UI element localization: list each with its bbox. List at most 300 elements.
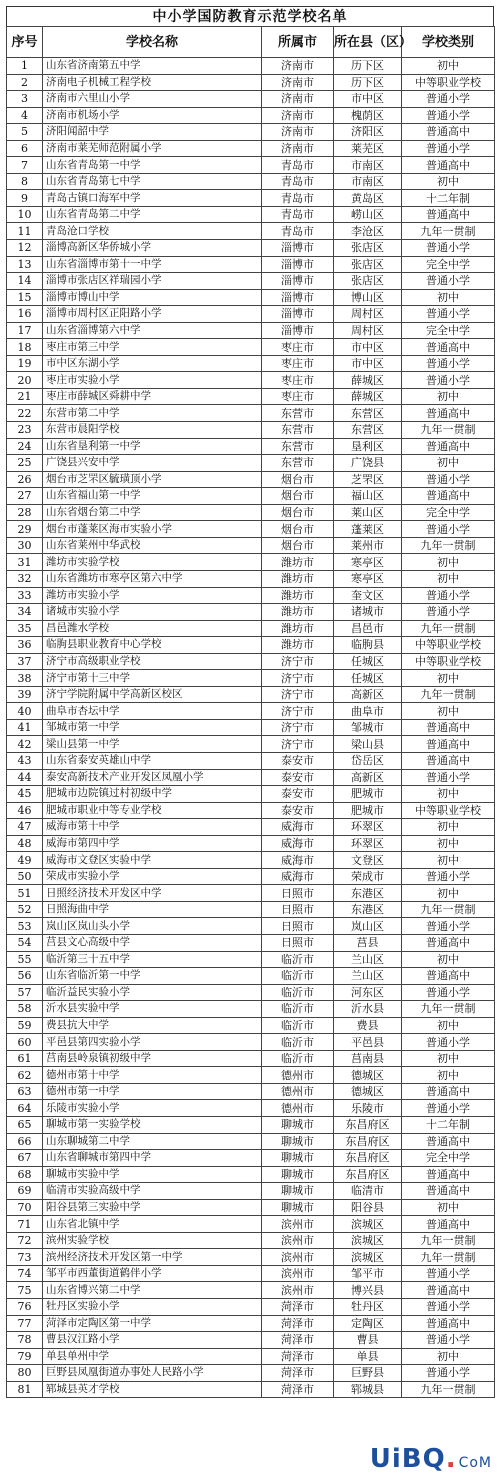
cell-no: 31 <box>7 554 43 571</box>
cell-city: 临沂市 <box>262 1050 334 1067</box>
cell-no: 41 <box>7 719 43 736</box>
cell-school-name: 威海市第四中学 <box>43 835 262 852</box>
cell-city: 东营市 <box>262 405 334 422</box>
cell-city: 临沂市 <box>262 1034 334 1051</box>
cell-city: 淄博市 <box>262 306 334 323</box>
cell-school-name: 单县单州中学 <box>43 1348 262 1365</box>
table-row <box>7 802 495 819</box>
table-row <box>7 355 495 372</box>
table-row <box>7 107 495 124</box>
cell-no: 27 <box>7 488 43 505</box>
table-row <box>7 1232 495 1249</box>
cell-city: 济宁市 <box>262 686 334 703</box>
table-row <box>7 670 495 687</box>
cell-no: 48 <box>7 835 43 852</box>
cell-district: 岱岳区 <box>334 752 402 769</box>
cell-no: 30 <box>7 537 43 554</box>
table-row <box>7 686 495 703</box>
header-type: 学校类别 <box>402 27 495 58</box>
cell-city: 日照市 <box>262 901 334 918</box>
cell-city: 临沂市 <box>262 951 334 968</box>
cell-city: 潍坊市 <box>262 637 334 654</box>
cell-school-name: 威海市第十中学 <box>43 819 262 836</box>
cell-city: 东营市 <box>262 455 334 472</box>
cell-city: 枣庄市 <box>262 372 334 389</box>
cell-no: 8 <box>7 173 43 190</box>
cell-school-type: 普通小学 <box>402 1299 495 1316</box>
cell-no: 20 <box>7 372 43 389</box>
cell-district: 东港区 <box>334 901 402 918</box>
cell-district: 蓬莱区 <box>334 521 402 538</box>
cell-city: 烟台市 <box>262 471 334 488</box>
cell-school-name: 巨野县凤凰街道办事处人民路小学 <box>43 1365 262 1382</box>
cell-city: 烟台市 <box>262 521 334 538</box>
cell-district: 福山区 <box>334 488 402 505</box>
cell-city: 聊城市 <box>262 1183 334 1200</box>
cell-no: 35 <box>7 620 43 637</box>
cell-school-type: 普通高中 <box>402 1282 495 1299</box>
cell-no: 60 <box>7 1034 43 1051</box>
cell-district: 薛城区 <box>334 372 402 389</box>
cell-no: 53 <box>7 918 43 935</box>
cell-city: 菏泽市 <box>262 1348 334 1365</box>
cell-no: 75 <box>7 1282 43 1299</box>
cell-school-type: 普通小学 <box>402 471 495 488</box>
cell-district: 垦利区 <box>334 438 402 455</box>
watermark-main: UiBQ <box>369 1444 446 1474</box>
cell-district: 黄岛区 <box>334 190 402 207</box>
cell-school-type: 普通小学 <box>402 604 495 621</box>
cell-school-name: 曲阜市杏坛中学 <box>43 703 262 720</box>
cell-district: 芝罘区 <box>334 471 402 488</box>
cell-city: 聊城市 <box>262 1133 334 1150</box>
cell-school-type: 初中 <box>402 289 495 306</box>
cell-no: 38 <box>7 670 43 687</box>
cell-city: 济宁市 <box>262 670 334 687</box>
cell-no: 47 <box>7 819 43 836</box>
cell-city: 淄博市 <box>262 256 334 273</box>
cell-school-name: 枣庄市实验小学 <box>43 372 262 389</box>
cell-school-name: 济宁市第十三中学 <box>43 670 262 687</box>
cell-school-name: 济阳闻韶中学 <box>43 124 262 141</box>
header-name: 学校名称 <box>43 27 262 58</box>
table-row <box>7 901 495 918</box>
table-row <box>7 769 495 786</box>
table-row <box>7 1150 495 1167</box>
cell-school-type: 初中 <box>402 554 495 571</box>
cell-district: 寒亭区 <box>334 570 402 587</box>
cell-city: 威海市 <box>262 852 334 869</box>
table-row <box>7 852 495 869</box>
cell-school-name: 乐陵市实验小学 <box>43 1100 262 1117</box>
cell-school-type: 普通小学 <box>402 1332 495 1349</box>
cell-city: 临沂市 <box>262 1001 334 1018</box>
table-row <box>7 273 495 290</box>
cell-city: 潍坊市 <box>262 570 334 587</box>
cell-city: 枣庄市 <box>262 339 334 356</box>
cell-school-type: 普通高中 <box>402 736 495 753</box>
cell-school-name: 滨州实验学校 <box>43 1232 262 1249</box>
cell-district: 寒亭区 <box>334 554 402 571</box>
cell-no: 2 <box>7 74 43 91</box>
cell-city: 济南市 <box>262 124 334 141</box>
cell-school-type: 九年一贯制 <box>402 422 495 439</box>
cell-city: 泰安市 <box>262 786 334 803</box>
table-row <box>7 752 495 769</box>
table-row <box>7 835 495 852</box>
cell-district: 莱芜区 <box>334 140 402 157</box>
cell-district: 平邑县 <box>334 1034 402 1051</box>
table-row <box>7 74 495 91</box>
cell-district: 东昌府区 <box>334 1117 402 1134</box>
cell-no: 1 <box>7 58 43 75</box>
table-row <box>7 455 495 472</box>
cell-school-name: 山东省北镇中学 <box>43 1216 262 1233</box>
table-row <box>7 1067 495 1084</box>
table-row <box>7 620 495 637</box>
cell-no: 6 <box>7 140 43 157</box>
cell-no: 56 <box>7 968 43 985</box>
cell-school-type: 完全中学 <box>402 322 495 339</box>
table-row <box>7 703 495 720</box>
cell-city: 烟台市 <box>262 488 334 505</box>
cell-school-name: 烟台市蓬莱区海市实验小学 <box>43 521 262 538</box>
cell-district: 博兴县 <box>334 1282 402 1299</box>
cell-city: 济宁市 <box>262 703 334 720</box>
cell-city: 泰安市 <box>262 752 334 769</box>
cell-district: 文登区 <box>334 852 402 869</box>
cell-school-type: 普通小学 <box>402 107 495 124</box>
cell-no: 44 <box>7 769 43 786</box>
cell-no: 39 <box>7 686 43 703</box>
cell-school-name: 临沂第三十五中学 <box>43 951 262 968</box>
cell-city: 济宁市 <box>262 736 334 753</box>
school-table <box>6 26 495 1398</box>
cell-district: 东昌府区 <box>334 1166 402 1183</box>
cell-district: 历下区 <box>334 74 402 91</box>
cell-no: 5 <box>7 124 43 141</box>
cell-no: 54 <box>7 934 43 951</box>
cell-city: 潍坊市 <box>262 620 334 637</box>
cell-city: 聊城市 <box>262 1166 334 1183</box>
cell-school-type: 普通高中 <box>402 157 495 174</box>
cell-school-type: 九年一贯制 <box>402 1232 495 1249</box>
cell-school-name: 肥城市边院镇过村初级中学 <box>43 786 262 803</box>
cell-district: 兰山区 <box>334 951 402 968</box>
cell-school-type: 普通高中 <box>402 339 495 356</box>
cell-no: 57 <box>7 984 43 1001</box>
cell-no: 10 <box>7 206 43 223</box>
cell-no: 26 <box>7 471 43 488</box>
cell-city: 济南市 <box>262 107 334 124</box>
cell-district: 滨城区 <box>334 1249 402 1266</box>
cell-school-type: 十二年制 <box>402 1117 495 1134</box>
cell-school-name: 潍坊市实验学校 <box>43 554 262 571</box>
table-row <box>7 1100 495 1117</box>
table-row <box>7 984 495 1001</box>
cell-school-type: 初中 <box>402 670 495 687</box>
cell-school-name: 淄博市周村区正阳路小学 <box>43 306 262 323</box>
cell-no: 81 <box>7 1381 43 1398</box>
table-row <box>7 322 495 339</box>
cell-school-name: 山东省临沂第一中学 <box>43 968 262 985</box>
cell-city: 淄博市 <box>262 322 334 339</box>
table-row <box>7 339 495 356</box>
cell-no: 40 <box>7 703 43 720</box>
cell-school-name: 肥城市职业中等专业学校 <box>43 802 262 819</box>
cell-no: 14 <box>7 273 43 290</box>
cell-school-name: 荣成市实验小学 <box>43 868 262 885</box>
cell-school-type: 普通小学 <box>402 868 495 885</box>
table-row <box>7 405 495 422</box>
cell-city: 德州市 <box>262 1100 334 1117</box>
cell-city: 潍坊市 <box>262 604 334 621</box>
cell-no: 21 <box>7 388 43 405</box>
cell-district: 河东区 <box>334 984 402 1001</box>
table-row <box>7 1017 495 1034</box>
cell-city: 日照市 <box>262 885 334 902</box>
cell-school-type: 普通小学 <box>402 587 495 604</box>
cell-school-name: 淄博高新区华侨城小学 <box>43 240 262 257</box>
table-row <box>7 587 495 604</box>
cell-school-name: 烟台市芝罘区毓璜顶小学 <box>43 471 262 488</box>
cell-no: 73 <box>7 1249 43 1266</box>
cell-school-type: 初中 <box>402 703 495 720</box>
cell-school-name: 枣庄市第三中学 <box>43 339 262 356</box>
cell-school-name: 淄博市博山中学 <box>43 289 262 306</box>
cell-district: 肥城市 <box>334 786 402 803</box>
cell-city: 泰安市 <box>262 802 334 819</box>
cell-no: 36 <box>7 637 43 654</box>
cell-district: 兰山区 <box>334 968 402 985</box>
cell-no: 16 <box>7 306 43 323</box>
cell-district: 曲阜市 <box>334 703 402 720</box>
cell-no: 32 <box>7 570 43 587</box>
cell-city: 烟台市 <box>262 504 334 521</box>
table-body <box>7 58 495 1398</box>
cell-school-name: 东营市第二中学 <box>43 405 262 422</box>
cell-school-type: 初中 <box>402 852 495 869</box>
table-row <box>7 91 495 108</box>
cell-no: 4 <box>7 107 43 124</box>
cell-school-type: 普通小学 <box>402 984 495 1001</box>
cell-school-type: 九年一贯制 <box>402 1381 495 1398</box>
cell-district: 岚山区 <box>334 918 402 935</box>
cell-city: 青岛市 <box>262 206 334 223</box>
cell-district: 博山区 <box>334 289 402 306</box>
cell-school-type: 普通高中 <box>402 438 495 455</box>
cell-school-name: 德州市第十中学 <box>43 1067 262 1084</box>
table-row <box>7 58 495 75</box>
cell-school-name: 临沂益民实验小学 <box>43 984 262 1001</box>
cell-no: 22 <box>7 405 43 422</box>
table-row <box>7 1216 495 1233</box>
cell-no: 12 <box>7 240 43 257</box>
cell-no: 3 <box>7 91 43 108</box>
table-row <box>7 206 495 223</box>
cell-district: 广饶县 <box>334 455 402 472</box>
cell-district: 周村区 <box>334 306 402 323</box>
cell-no: 51 <box>7 885 43 902</box>
cell-school-type: 普通小学 <box>402 372 495 389</box>
table-row <box>7 1183 495 1200</box>
table-row <box>7 223 495 240</box>
cell-school-type: 完全中学 <box>402 256 495 273</box>
cell-school-name: 山东省聊城市第四中学 <box>43 1150 262 1167</box>
cell-city: 临沂市 <box>262 984 334 1001</box>
cell-no: 58 <box>7 1001 43 1018</box>
cell-school-name: 济宁市高级职业学校 <box>43 653 262 670</box>
cell-district: 高新区 <box>334 769 402 786</box>
cell-school-type: 九年一贯制 <box>402 901 495 918</box>
cell-city: 淄博市 <box>262 273 334 290</box>
cell-district: 东昌府区 <box>334 1133 402 1150</box>
cell-city: 菏泽市 <box>262 1381 334 1398</box>
cell-school-name: 滨州经济技术开发区第一中学 <box>43 1249 262 1266</box>
table-row <box>7 1299 495 1316</box>
cell-no: 23 <box>7 422 43 439</box>
table-row <box>7 438 495 455</box>
cell-district: 邹城市 <box>334 719 402 736</box>
cell-school-name: 山东省博兴第二中学 <box>43 1282 262 1299</box>
cell-district: 东港区 <box>334 885 402 902</box>
cell-school-name: 东营市晨阳学校 <box>43 422 262 439</box>
cell-no: 43 <box>7 752 43 769</box>
cell-city: 菏泽市 <box>262 1315 334 1332</box>
cell-school-name: 山东省淄博第六中学 <box>43 322 262 339</box>
cell-school-type: 初中 <box>402 1017 495 1034</box>
cell-school-type: 普通小学 <box>402 140 495 157</box>
cell-city: 滨州市 <box>262 1216 334 1233</box>
table-row <box>7 388 495 405</box>
cell-district: 邹平市 <box>334 1265 402 1282</box>
cell-school-name: 昌邑潍水学校 <box>43 620 262 637</box>
cell-no: 50 <box>7 868 43 885</box>
cell-school-type: 普通高中 <box>402 1166 495 1183</box>
cell-school-name: 济南市机场小学 <box>43 107 262 124</box>
table-row <box>7 173 495 190</box>
cell-school-type: 普通小学 <box>402 1265 495 1282</box>
cell-no: 25 <box>7 455 43 472</box>
cell-school-name: 山东省青岛第二中学 <box>43 206 262 223</box>
cell-district: 德城区 <box>334 1083 402 1100</box>
cell-district: 东营区 <box>334 422 402 439</box>
table-row <box>7 1265 495 1282</box>
cell-school-name: 济南电子机械工程学校 <box>43 74 262 91</box>
cell-no: 28 <box>7 504 43 521</box>
cell-district: 临清市 <box>334 1183 402 1200</box>
cell-no: 37 <box>7 653 43 670</box>
cell-district: 牡丹区 <box>334 1299 402 1316</box>
cell-school-type: 普通高中 <box>402 405 495 422</box>
table-header-row <box>7 27 495 58</box>
cell-school-type: 初中 <box>402 786 495 803</box>
cell-school-name: 平邑县第四实验小学 <box>43 1034 262 1051</box>
cell-no: 18 <box>7 339 43 356</box>
cell-school-name: 济南市六里山小学 <box>43 91 262 108</box>
school-list-sheet <box>6 6 494 1398</box>
cell-school-type: 完全中学 <box>402 504 495 521</box>
cell-no: 67 <box>7 1150 43 1167</box>
cell-school-type: 普通小学 <box>402 240 495 257</box>
cell-district: 李沧区 <box>334 223 402 240</box>
cell-district: 诸城市 <box>334 604 402 621</box>
cell-district: 历下区 <box>334 58 402 75</box>
table-row <box>7 1050 495 1067</box>
cell-district: 荣成市 <box>334 868 402 885</box>
cell-school-name: 日照经济技术开发区中学 <box>43 885 262 902</box>
cell-city: 菏泽市 <box>262 1299 334 1316</box>
cell-school-name: 郓城县英才学校 <box>43 1381 262 1398</box>
cell-city: 临沂市 <box>262 968 334 985</box>
cell-no: 61 <box>7 1050 43 1067</box>
cell-city: 滨州市 <box>262 1249 334 1266</box>
cell-no: 46 <box>7 802 43 819</box>
cell-school-name: 市中区东湖小学 <box>43 355 262 372</box>
cell-city: 济南市 <box>262 74 334 91</box>
table-row <box>7 885 495 902</box>
cell-no: 11 <box>7 223 43 240</box>
table-row <box>7 1133 495 1150</box>
cell-city: 滨州市 <box>262 1232 334 1249</box>
cell-school-type: 九年一贯制 <box>402 223 495 240</box>
cell-no: 49 <box>7 852 43 869</box>
cell-city: 菏泽市 <box>262 1365 334 1382</box>
cell-school-name: 山东省济南第五中学 <box>43 58 262 75</box>
cell-city: 淄博市 <box>262 240 334 257</box>
cell-school-name: 泰安高新技术产业开发区凤凰小学 <box>43 769 262 786</box>
cell-district: 单县 <box>334 1348 402 1365</box>
cell-school-type: 中等职业学校 <box>402 74 495 91</box>
cell-school-type: 普通小学 <box>402 306 495 323</box>
cell-district: 梁山县 <box>334 736 402 753</box>
table-row <box>7 1166 495 1183</box>
cell-school-type: 初中 <box>402 1067 495 1084</box>
cell-school-type: 普通小学 <box>402 1034 495 1051</box>
cell-city: 临沂市 <box>262 1017 334 1034</box>
cell-district: 滨城区 <box>334 1232 402 1249</box>
cell-city: 烟台市 <box>262 537 334 554</box>
cell-district: 任城区 <box>334 670 402 687</box>
cell-school-type: 中等职业学校 <box>402 637 495 654</box>
table-row <box>7 422 495 439</box>
cell-school-type: 普通小学 <box>402 1100 495 1117</box>
cell-school-name: 山东省潍坊市寒亭区第六中学 <box>43 570 262 587</box>
cell-school-name: 山东省福山第一中学 <box>43 488 262 505</box>
cell-no: 59 <box>7 1017 43 1034</box>
cell-district: 市中区 <box>334 355 402 372</box>
cell-no: 45 <box>7 786 43 803</box>
cell-school-name: 济南市莱芜师范附属小学 <box>43 140 262 157</box>
cell-district: 郓城县 <box>334 1381 402 1398</box>
cell-district: 曹县 <box>334 1332 402 1349</box>
cell-district: 槐荫区 <box>334 107 402 124</box>
cell-school-name: 临清市实验高级中学 <box>43 1183 262 1200</box>
cell-no: 71 <box>7 1216 43 1233</box>
cell-district: 张店区 <box>334 273 402 290</box>
cell-district: 乐陵市 <box>334 1100 402 1117</box>
cell-school-type: 普通小学 <box>402 273 495 290</box>
cell-school-name: 曹县汉江路小学 <box>43 1332 262 1349</box>
cell-school-name: 山东省烟台第二中学 <box>43 504 262 521</box>
header-district: 所在县（区） <box>334 27 402 58</box>
table-row <box>7 1199 495 1216</box>
cell-city: 滨州市 <box>262 1282 334 1299</box>
cell-city: 济南市 <box>262 140 334 157</box>
cell-district: 莱山区 <box>334 504 402 521</box>
cell-city: 聊城市 <box>262 1150 334 1167</box>
table-row <box>7 819 495 836</box>
